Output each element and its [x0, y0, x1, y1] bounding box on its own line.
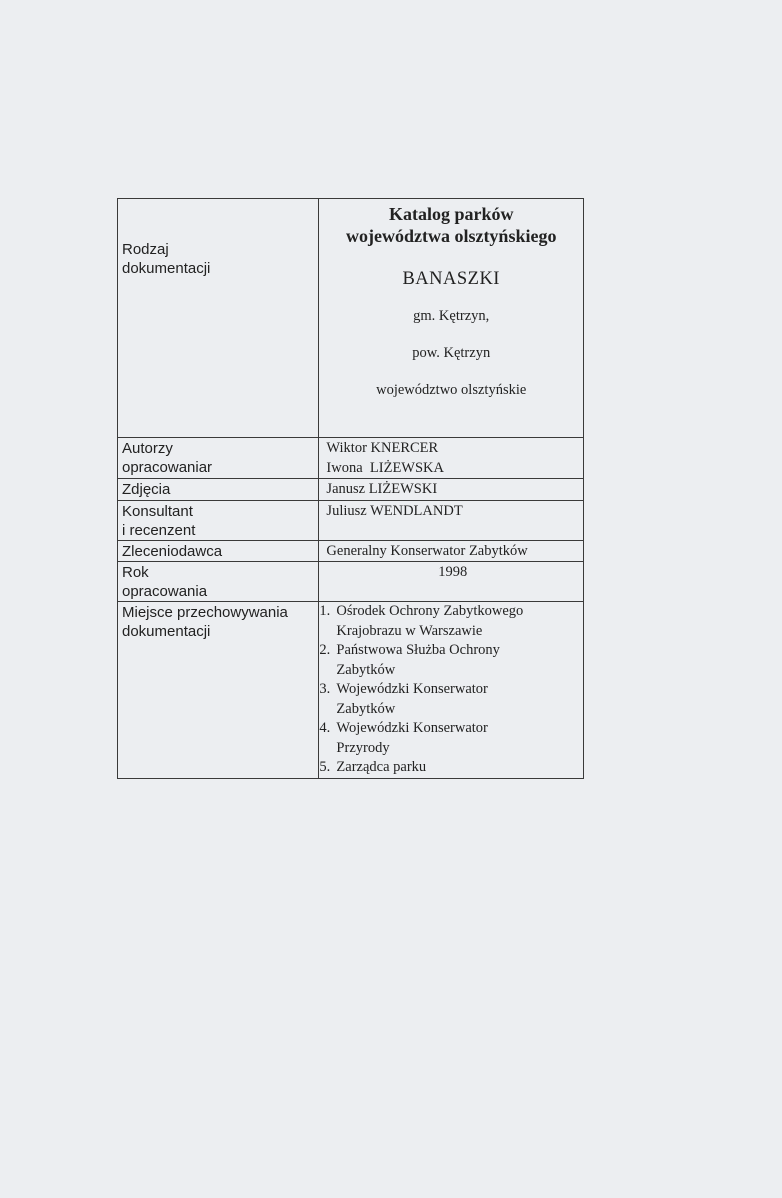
konsultant-value-cell: [319, 500, 584, 540]
list-item-number: 2.: [319, 642, 331, 658]
autorzy-label-cell: [118, 438, 319, 479]
list-item: [319, 602, 583, 641]
konsultant-value: Juliusz WENDLANDT: [326, 502, 463, 519]
autorzy-value-cell: [319, 438, 584, 479]
list-item-text: Ośrodek Ochrony Zabytkowego Krajobrazu w Warszawie: [336, 603, 524, 639]
row-autorzy: [118, 438, 584, 479]
list-item: [319, 758, 583, 778]
list-item: [319, 680, 583, 719]
miejsce-label: Miejsce przechowywania dokumentacji: [122, 604, 288, 640]
catalog-title-line1: Katalog parków: [388, 204, 514, 224]
zleceniodawca-label-cell: [118, 540, 319, 562]
autorzy-label: Autorzy opracowaniar: [122, 440, 213, 476]
konsultant-label-cell: [118, 500, 319, 540]
zleceniodawca-value-cell: [319, 540, 584, 562]
list-item-number: 3.: [319, 681, 331, 697]
list-item-text: Wojewódzki Konserwator Przyrody: [336, 720, 488, 756]
author-2: Iwona LIŻEWSKA: [326, 459, 445, 476]
zleceniodawca-value: Generalny Konserwator Zabytków: [326, 542, 528, 559]
zdjecia-label: Zdjęcia: [122, 481, 171, 498]
rodzaj-label: Rodzaj dokumentacji: [122, 241, 211, 277]
author-1: Wiktor KNERCER: [326, 440, 439, 456]
storage-location-list: [319, 602, 583, 778]
gmina-text: gm. Kętrzyn,: [413, 308, 490, 324]
row-zleceniodawca: [118, 540, 584, 562]
konsultant-label: Konsultant i recenzent: [122, 502, 196, 539]
zdjecia-label-cell: [118, 479, 319, 501]
list-item: [319, 719, 583, 758]
list-item: [319, 641, 583, 680]
rodzaj-label-cell: [118, 199, 319, 438]
row-zdjecia: [118, 479, 584, 501]
header-cell: [319, 199, 584, 438]
row-rodzaj: [118, 199, 584, 438]
miejsce-value-cell: [319, 602, 584, 779]
miejsce-label-cell: [118, 602, 319, 779]
rok-value: 1998: [438, 564, 468, 580]
wojewodztwo-text: województwo olsztyńskie: [376, 382, 527, 398]
list-item-text: Wojewódzki Konserwator Zabytków: [336, 681, 488, 717]
list-item-text: Państwowa Służba Ochrony Zabytków: [336, 642, 500, 678]
catalog-title-line2: województwa olsztyńskiego: [345, 226, 557, 246]
list-item-number: 5.: [319, 759, 331, 775]
zdjecia-value: Janusz LIŻEWSKI: [326, 481, 438, 497]
row-miejsce: [118, 602, 584, 779]
row-rok: [118, 562, 584, 602]
rok-label: Rok opracowania: [122, 564, 208, 600]
zdjecia-value-cell: [319, 479, 584, 501]
documentation-table: [117, 198, 584, 779]
rok-label-cell: [118, 562, 319, 602]
powiat-text: pow. Kętrzyn: [412, 345, 491, 361]
catalog-header: [319, 203, 583, 399]
rok-value-cell: [319, 562, 584, 602]
list-item-number: 4.: [319, 720, 331, 736]
park-name: BANASZKI: [402, 269, 500, 289]
list-item-text: Zarządca parku: [336, 759, 427, 775]
row-konsultant: [118, 500, 584, 540]
list-item-number: 1.: [319, 603, 331, 619]
zleceniodawca-label: Zleceniodawca: [122, 542, 223, 560]
